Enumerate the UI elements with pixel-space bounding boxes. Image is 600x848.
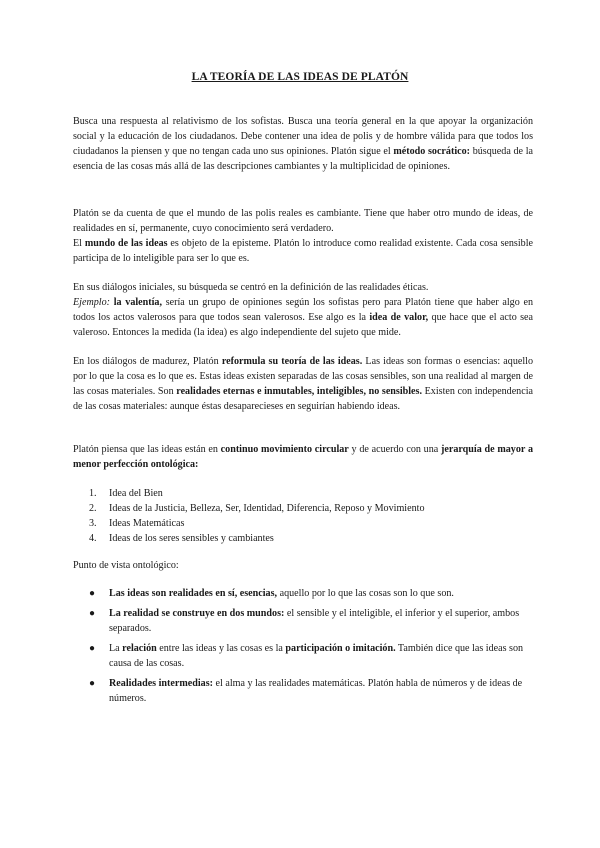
text-run: También dice que las ideas son causa de las cosas.: [109, 643, 524, 669]
text-run: Busca una respuesta al relativismo de los sofistas. Busca una teoría general en la que apoyar la organización social y la educación de los ciudadanos. Debe contener una idea de polis y de hombre válida para que todos los ciudadanos la piensen y que no tengan cada uno sus opiniones. Platón sigue el: [73, 116, 533, 157]
bullet-icon: ●: [89, 678, 96, 689]
list-item: [73, 486, 533, 501]
list-item: [73, 676, 533, 706]
text-run: sería un grupo de opiniones según los sofistas pero para Platón tiene que haber algo en todos los actos valerosos para que todos sean valerosos. Ese algo es la: [73, 297, 534, 323]
text-run: El: [73, 238, 85, 249]
bullet-icon: ●: [89, 643, 96, 654]
list-item: [73, 516, 533, 531]
paragraph-mature-dialogues: [73, 354, 533, 414]
paragraph-ontological-heading: Punto de vista ontológico:: [73, 560, 179, 571]
bold-term: idea de valor,: [369, 312, 429, 323]
text-run: La: [109, 643, 123, 654]
text-run: búsqueda de la esencia de las cosas más allá de las descripciones cambiantes y la multiplicidad de opiniones.: [73, 146, 533, 172]
list-item: [73, 501, 533, 516]
list-item: [73, 531, 533, 546]
list-item: [73, 586, 533, 601]
list-item: [73, 606, 533, 636]
list-number: 1.: [89, 488, 97, 499]
bold-term: mundo de las ideas: [84, 238, 168, 249]
text-run: Platón piensa que las ideas están en: [73, 444, 221, 455]
bold-term: reformula su teoría de las ideas.: [221, 356, 363, 367]
list-item-text: Ideas Matemáticas: [109, 518, 185, 529]
text-run: el sensible y el inteligible, el inferior y el superior, ambos separados.: [109, 608, 520, 634]
bold-term: La realidad se construye en dos mundos:: [109, 608, 285, 619]
list-item-text: Idea del Bien: [109, 488, 163, 499]
bold-term: jerarquía de mayor a menor perfección ontológica:: [73, 444, 533, 470]
paragraph-hierarchy: [73, 442, 533, 472]
text-run: es objeto de la episteme. Platón lo introduce como realidad existente. Cada cosa sensible participa de lo inteligible para ser lo que es.: [73, 238, 533, 264]
text-run: En los diálogos de madurez, Platón: [73, 356, 222, 367]
bold-term: relación: [122, 643, 157, 654]
paragraph-early-dialogues: [73, 280, 533, 340]
text-run: y de acuerdo con una: [348, 444, 441, 455]
bold-term: continuo movimiento circular: [220, 444, 349, 455]
text-run: En sus diálogos iniciales, su búsqueda se centró en la definición de las realidades éticas.: [73, 282, 429, 293]
list-number: 4.: [89, 533, 97, 544]
list-number: 2.: [89, 503, 97, 514]
italic-term: Ejemplo:: [73, 297, 110, 308]
bold-term: realidades eternas e inmutables, inteligibles, no sensibles.: [176, 386, 422, 397]
text-run: el alma y las realidades matemáticas. Platón habla de números y de ideas de números.: [109, 678, 523, 704]
text-run: Las ideas son formas o esencias: aquello por lo que la cosa es lo que es. Estas ideas existen separadas de las cosas sensibles, son una realidad al margen de las cosas materiales. Son: [73, 356, 534, 397]
paragraph-socratic-method: [73, 114, 533, 174]
list-item: [73, 641, 533, 671]
page-title: LA TEORÍA DE LAS IDEAS DE PLATÓN: [191, 71, 409, 83]
ontological-bullet-list: [73, 586, 533, 711]
text-run: que hace que el acto sea valeroso. Entonces la medida (la idea) es algo independiente del sujeto que mide.: [73, 312, 534, 338]
list-item-text: Ideas de los seres sensibles y cambiantes: [109, 533, 274, 544]
list-item-text: Ideas de la Justicia, Belleza, Ser, Identidad, Diferencia, Reposo y Movimiento: [109, 503, 425, 514]
text-run: entre las ideas y las cosas es la: [156, 643, 286, 654]
bold-term: Las ideas son realidades en sí, esencias,: [109, 588, 278, 599]
hierarchy-list: [73, 486, 533, 546]
text-run: Platón se da cuenta de que el mundo de las polis reales es cambiante. Tiene que haber otro mundo de ideas, de realidades en sí, permanente, cuyo conocimiento será verdadero.: [73, 208, 533, 234]
text-run: aquello por lo que las cosas son lo que son.: [277, 588, 454, 599]
list-number: 3.: [89, 518, 97, 529]
bold-term: la valentía,: [113, 297, 163, 308]
bold-term: participación o imitación.: [285, 643, 396, 654]
text-run: Existen con independencia de las cosas materiales: aunque éstas desaparecieses en seguirían habiendo ideas.: [73, 386, 533, 412]
bullet-icon: ●: [89, 608, 96, 619]
bold-term: método socrático:: [393, 146, 471, 157]
bullet-icon: ●: [89, 588, 96, 599]
bold-term: Realidades intermedias:: [109, 678, 214, 689]
paragraph-world-of-ideas: [73, 206, 533, 266]
